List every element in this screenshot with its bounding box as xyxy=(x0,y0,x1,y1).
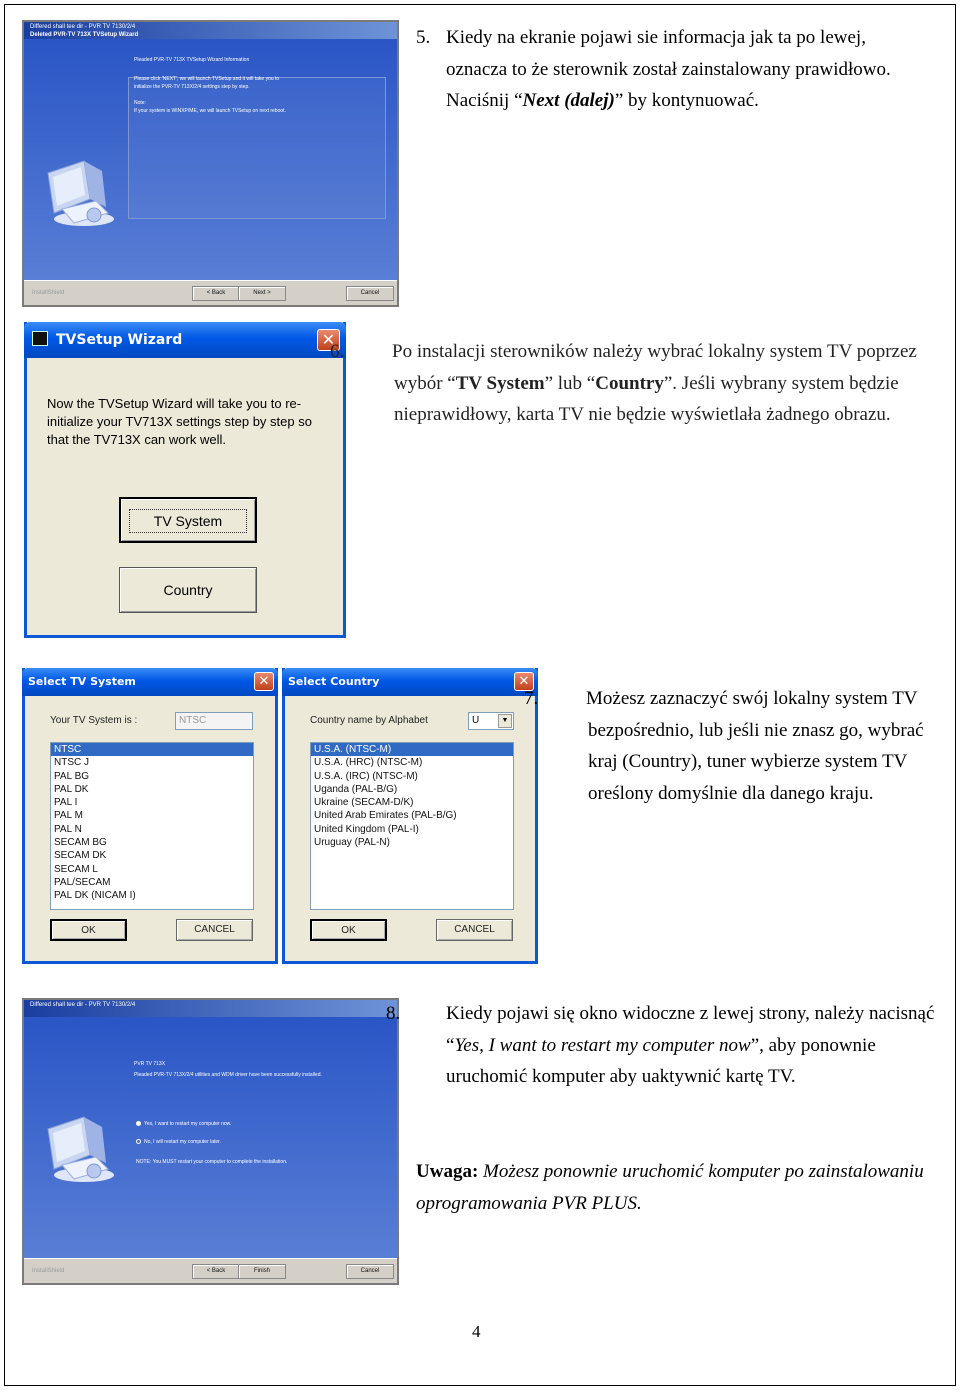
chevron-down-icon[interactable]: ▼ xyxy=(498,714,512,728)
tv-system-emphasis: TV System xyxy=(455,372,545,394)
list-item[interactable]: SECAM DK xyxy=(54,850,107,862)
installer-body xyxy=(24,1017,397,1262)
select-country-window xyxy=(282,668,538,964)
info-line: If your system is WINXP/ME, we will launch TVSetup on next reboot. xyxy=(134,108,286,114)
info-line: initialize the PVR-TV 713X/2/4 settings step by step. xyxy=(134,84,250,90)
tv-system-label: Your TV System is : xyxy=(50,715,138,726)
step-7 xyxy=(524,683,946,809)
radio-icon xyxy=(136,1121,141,1126)
list-item[interactable]: U.S.A. (NTSC-M) xyxy=(311,743,513,756)
installer-footer xyxy=(24,280,397,305)
list-item[interactable]: U.S.A. (HRC) (NTSC-M) xyxy=(314,757,423,769)
step-6 xyxy=(330,336,942,431)
step-text: ” by kontynuować. xyxy=(614,90,759,111)
list-item[interactable]: PAL M xyxy=(54,810,83,822)
installshield-brand: InstallShield xyxy=(32,290,65,296)
back-button[interactable]: < Back xyxy=(192,286,240,301)
restart-emphasis: Yes, I want to restart my computer now xyxy=(454,1034,751,1056)
installshield-brand: InstallShield xyxy=(32,1268,65,1274)
ok-button[interactable]: OK xyxy=(310,919,387,941)
next-button[interactable]: Next > xyxy=(238,286,286,301)
note-label: Note: xyxy=(134,100,146,106)
tvsetup-titlebar xyxy=(24,322,346,358)
step-5 xyxy=(416,22,946,117)
step-text: oznacza to że sterownik został zainstalowany prawidłowo. xyxy=(446,58,891,80)
computer-icon xyxy=(40,1099,118,1185)
step-text: Kiedy pojawi się okno widoczne z lewej strony, należy nacisnąć “ xyxy=(446,1003,935,1056)
installer-line: Pleaded PVR-TV 713X/2/4 utilities and WDM driver have been successfully installed. xyxy=(134,1072,322,1078)
country-list[interactable] xyxy=(310,742,514,910)
list-item[interactable]: SECAM BG xyxy=(54,837,107,849)
list-item[interactable]: PAL DK xyxy=(54,783,89,795)
step-number: 5. xyxy=(416,27,431,48)
computer-icon xyxy=(40,143,118,229)
restart-now-label: Yes, I want to restart my computer now. xyxy=(144,1121,232,1127)
tvsetup-message: Now the TVSetup Wizard will take you to re-initialize your TV713X settings step by step so that the TV713X can work well. xyxy=(47,396,312,447)
close-icon[interactable]: ✕ xyxy=(317,329,340,351)
cancel-button[interactable]: CANCEL xyxy=(176,919,253,941)
close-icon[interactable]: ✕ xyxy=(254,672,274,691)
country-button[interactable]: Country xyxy=(119,567,257,613)
installer-title: Differed shall tee dir - PVR TV 7130/2/4 xyxy=(30,24,136,30)
list-item[interactable]: NTSC xyxy=(51,743,253,756)
system-menu-icon[interactable] xyxy=(32,331,48,346)
finish-button[interactable]: Finish xyxy=(238,1264,286,1279)
step-number: 6. xyxy=(330,341,345,362)
list-item[interactable]: PAL DK (NICAM I) xyxy=(54,890,136,902)
step-number: 8. xyxy=(386,1003,401,1024)
step-8 xyxy=(386,998,946,1093)
country-alphabet-label: Country name by Alphabet xyxy=(310,715,428,726)
step-text: Kiedy na ekranie pojawi sie informacja jak ta po lewej, xyxy=(446,27,866,48)
list-item[interactable]: Ukraine (SECAM-D/K) xyxy=(314,797,414,809)
installer-window-driver-installed xyxy=(22,20,399,307)
current-tv-system-field: NTSC xyxy=(175,712,253,730)
installer-subtitle: Deleted PVR-TV 713X TVSetup Wizard xyxy=(30,32,139,38)
restart-now-option[interactable] xyxy=(136,1121,231,1127)
tvsetup-wizard-window xyxy=(24,322,346,638)
list-item[interactable]: SECAM L xyxy=(54,863,98,875)
installer-footer xyxy=(24,1258,397,1283)
list-item[interactable]: PAL I xyxy=(54,797,78,809)
page-number: 4 xyxy=(472,1322,481,1341)
close-icon[interactable]: ✕ xyxy=(514,672,534,691)
tv-system-list[interactable] xyxy=(50,742,254,910)
select-country-titlebar xyxy=(282,668,538,696)
list-item[interactable]: Uruguay (PAL-N) xyxy=(314,837,390,849)
installer-text xyxy=(134,57,389,124)
alphabet-dropdown[interactable] xyxy=(468,712,514,730)
step-text: Naciśnij “ xyxy=(446,90,523,111)
list-item[interactable]: PAL/SECAM xyxy=(54,876,111,888)
step-text: Możesz zaznaczyć swój lokalny system TV bezpośrednio, lub jeśli nie znasz go, wybrać kraj (Country), tuner wybierze system TV oreślony domyślnie dla danego kraju. xyxy=(586,688,924,804)
list-item[interactable]: U.S.A. (IRC) (NTSC-M) xyxy=(314,770,418,782)
note-text: Możesz ponownie uruchomić komputer po zainstalowaniu oprogramowania PVR PLUS. xyxy=(416,1161,924,1214)
select-country-title: Select Country xyxy=(288,675,380,688)
ok-button[interactable]: OK xyxy=(50,919,127,941)
cancel-button[interactable]: Cancel xyxy=(346,286,394,301)
tvsetup-title: TVSetup Wizard xyxy=(56,332,183,348)
list-item[interactable]: United Arab Emirates (PAL-B/G) xyxy=(314,810,457,822)
list-item[interactable]: PAL N xyxy=(54,823,82,835)
step-text: ” lub “ xyxy=(544,372,596,394)
restart-later-option[interactable] xyxy=(136,1139,221,1145)
step-text: Po instalacji sterowników należy wybrać lokalny system TV poprzez wybór “ xyxy=(392,341,917,394)
step-number: 7. xyxy=(524,688,539,709)
note-label: Uwaga: xyxy=(416,1161,479,1182)
info-line: Please click 'NEXT', we will launch TVSetup and it will take you to xyxy=(134,76,280,82)
cancel-button[interactable]: CANCEL xyxy=(436,919,513,941)
select-tv-system-title: Select TV System xyxy=(28,675,136,688)
cancel-button[interactable]: Cancel xyxy=(346,1264,394,1279)
radio-icon xyxy=(136,1139,141,1144)
select-tv-system-window xyxy=(22,668,278,964)
step-text: ”, aby ponownie uruchomić komputer aby uaktywnić kartę TV. xyxy=(446,1034,876,1087)
list-item[interactable]: PAL BG xyxy=(54,770,90,782)
list-item[interactable]: NTSC J xyxy=(54,757,89,769)
installer-body xyxy=(24,39,397,284)
alphabet-value: U xyxy=(472,715,480,726)
country-emphasis: Country xyxy=(595,372,664,394)
installer-text xyxy=(134,1035,389,1088)
note xyxy=(416,1156,936,1219)
installer-heading: PVR TV 713X xyxy=(134,1061,166,1067)
info-heading: Pleaded PVR-TV 713X TVSetup Wizard Information xyxy=(134,57,250,63)
step-text: ”. Jeśli wybrany system będzie nieprawidłowy, karta TV nie będzie wyświetlała żadnego obrazu. xyxy=(394,372,899,425)
installer-title: Differed shall tee dir - PVR TV 7130/2/4 xyxy=(30,1002,136,1008)
select-tv-system-titlebar xyxy=(22,668,278,696)
list-item[interactable]: United Kingdom (PAL-I) xyxy=(314,823,419,835)
restart-notice: NOTE: You MUST restart your computer to complete the installation. xyxy=(136,1159,288,1165)
back-button[interactable]: < Back xyxy=(192,1264,240,1279)
tv-system-button[interactable] xyxy=(119,497,257,543)
installer-titlebar xyxy=(24,1000,397,1017)
restart-later-label: No, I will restart my computer later. xyxy=(144,1139,221,1145)
next-emphasis: Next (dalej) xyxy=(522,90,615,111)
list-item[interactable]: Uganda (PAL-B/G) xyxy=(314,783,398,795)
installer-titlebar xyxy=(24,22,397,39)
installer-window-restart xyxy=(22,998,399,1285)
tv-system-label: TV System xyxy=(129,509,247,533)
